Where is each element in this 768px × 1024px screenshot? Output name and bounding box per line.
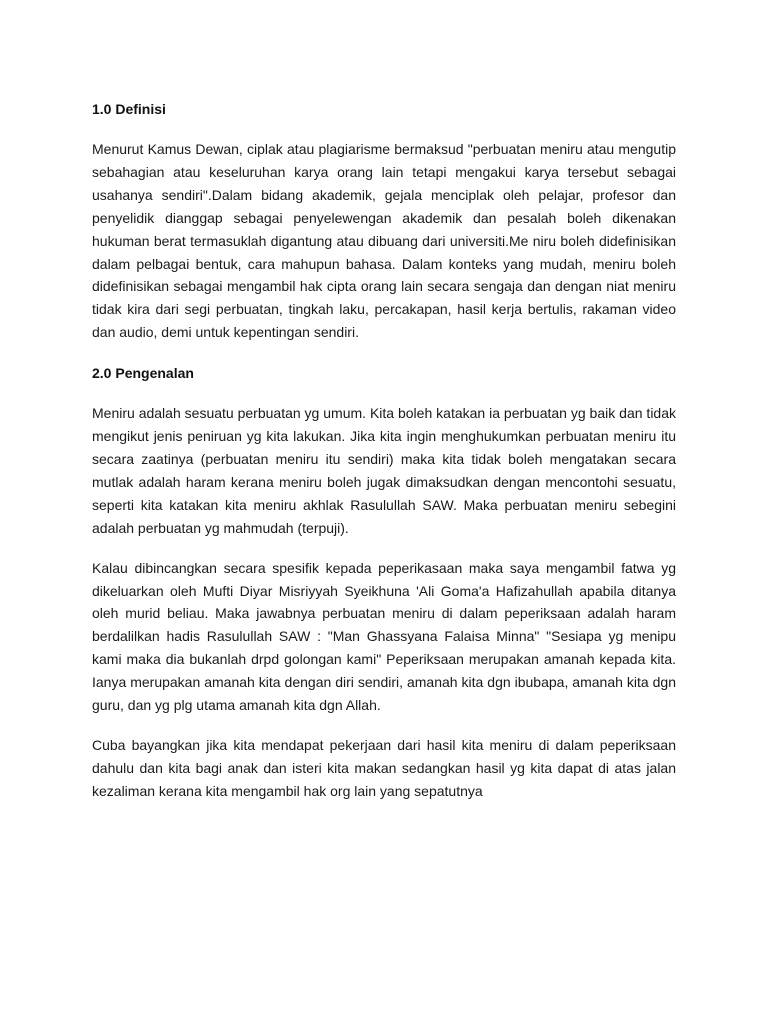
- paragraph-pengenalan-1: Meniru adalah sesuatu perbuatan yg umum. Kita boleh katakan ia perbuatan yg baik dan tidak mengikut jenis peniruan yg kita lakukan. Jika kita ingin menghukumkan perbuatan meniru itu secara zaatinya (perbuatan meniru itu sendiri) maka kita tidak boleh mengatakan secara mutlak adalah haram kerana meniru boleh jugak dimaksudkan dengan mencontohi sesuatu, seperti kita katakan kita meniru akhlak Rasulullah SAW. Maka perbuatan meniru sebegini adalah perbuatan yg mahmudah (terpuji).: [92, 405, 676, 536]
- section-heading-definisi: 1.0 Definisi: [92, 101, 166, 117]
- document-body: [92, 97, 676, 820]
- section-heading-pengenalan: 2.0 Pengenalan: [92, 365, 194, 382]
- paragraph-pengenalan-3: Cuba bayangkan jika kita mendapat pekerjaan dari hasil kita meniru di dalam peperiksaan dahulu dan kita bagi anak dan isteri kita makan sedangkan hasil yg kita dapat di atas jalan kezaliman kerana kita mengambil hak org lain yang sepatutnya: [92, 736, 676, 799]
- paragraph-pengenalan-2: Kalau dibincangkan secara spesifik kepada peperikasaan maka saya mengambil fatwa yg dikeluarkan oleh Mufti Diyar Misriyyah Syeikhuna 'Ali Goma'a Hafizahullah apabila ditanya oleh murid beliau. Maka jawabnya perbuatan meniru di dalam peperiksaan adalah haram berdalilkan hadis Rasulullah SAW : "Man Ghassyana Falaisa Minna" "Sesiapa yg menipu kami maka dia bukanlah drpd golongan kami" Peperiksaan merupakan amanah kepada kita. Ianya merupakan amanah kita dengan diri sendiri, amanah kita dgn ibubapa, amanah kita dgn guru, dan yg plg utama amanah kita dgn Allah.: [92, 559, 676, 714]
- paragraph-definisi: Menurut Kamus Dewan, ciplak atau plagiarisme bermaksud "perbuatan meniru atau mengutip sebahagian atau keseluruhan karya orang lain tetapi mengakui karya tersebut sebagai usahanya sendiri".Dalam bidang akademik, gejala menciplak oleh pelajar, profesor dan penyelidik dianggap sebagai penyelewengan akademik dan pesalah boleh dikenakan hukuman berat termasuklah digantung atau dibuang dari universiti.Me niru boleh didefinisikan dalam pelbagai bentuk, cara mahupun bahasa. Dalam konteks yang mudah, meniru boleh didefinisikan sebagai mengambil hak cipta orang lain secara sengaja dan dengan niat meniru tidak kira dari segi perbuatan, tingkah laku, percakapan, hasil kerja bertulis, rakaman video dan audio, demi untuk kepentingan sendiri.: [92, 141, 676, 341]
